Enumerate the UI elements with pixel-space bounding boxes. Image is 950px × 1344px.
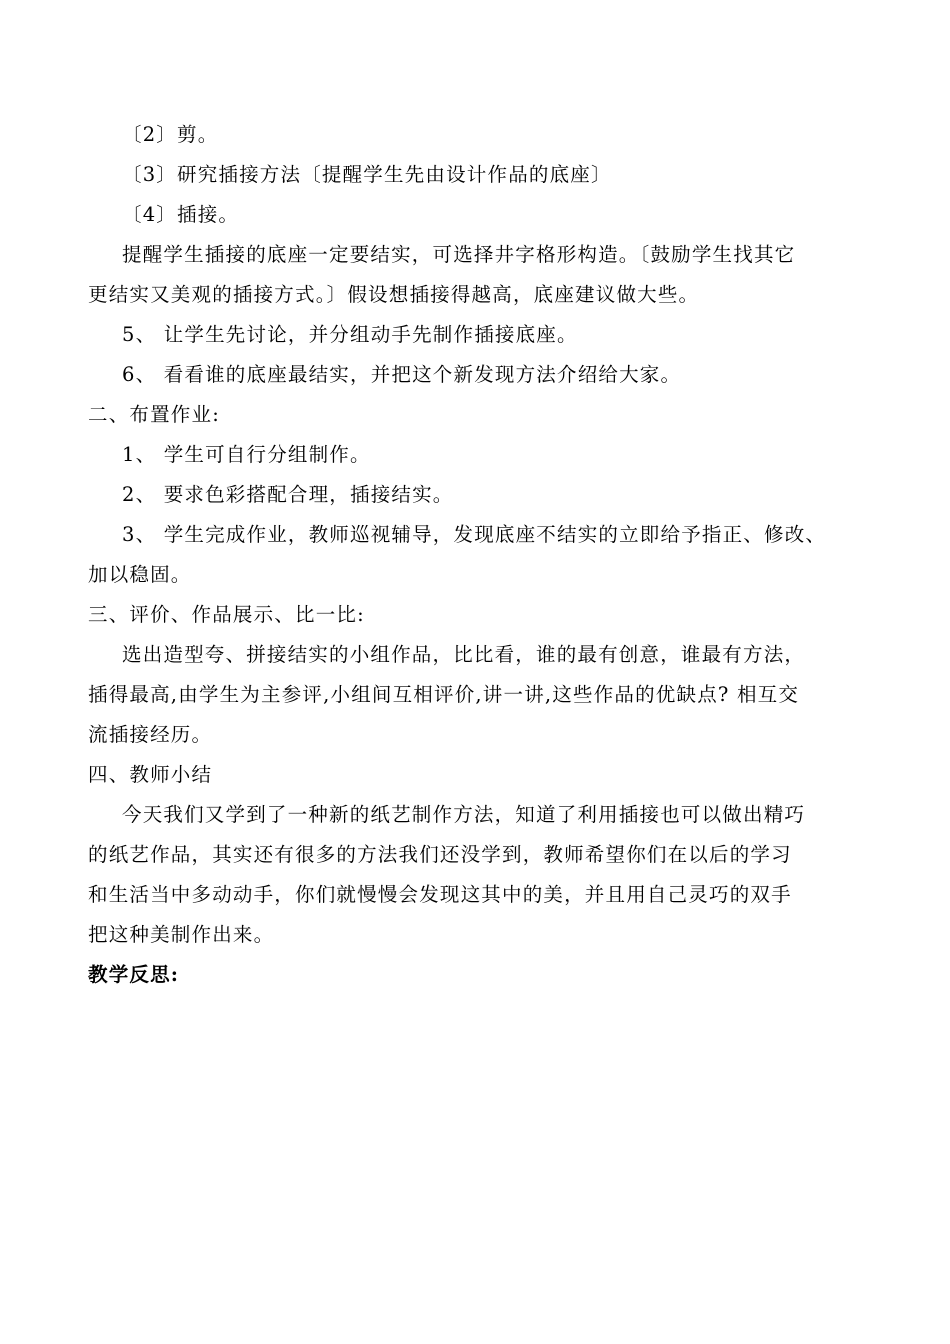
step-insert: 〔4〕插接。 [122,203,240,226]
summary-paragraph-line-4: 把这种美制作出来。 [88,923,275,946]
teaching-reflection-heading: 教学反思: [88,963,180,986]
evaluation-paragraph-line-1: 选出造型夸、拼接结实的小组作品，比比看，谁的最有创意，谁最有方法， [122,643,806,666]
summary-paragraph-line-2: 的纸艺作品，其实还有很多的方法我们还没学到，教师希望你们在以后的学习 [88,843,792,866]
homework-item-2: 2、 要求色彩搭配合理，插接结实。 [122,483,454,506]
section-heading-summary: 四、教师小结 [88,763,213,786]
list-item-5: 5、 让学生先讨论，并分组动手先制作插接底座。 [122,323,578,346]
summary-paragraph-line-1: 今天我们又学到了一种新的纸艺制作方法，知道了利用插接也可以做出精巧 [122,803,806,826]
evaluation-paragraph-line-3: 流插接经历。 [88,723,213,746]
homework-item-1: 1、 学生可自行分组制作。 [122,443,371,466]
summary-paragraph-line-3: 和生活当中多动动手，你们就慢慢会发现这其中的美，并且用自己灵巧的双手 [88,883,792,906]
homework-item-3-line-2: 加以稳固。 [88,563,192,586]
list-item-6: 6、 看看谁的底座最结实，并把这个新发现方法介绍给大家。 [122,363,682,386]
paragraph-reminder-line-1: 提醒学生插接的底座一定要结实，可选择井字格形构造。〔鼓励学生找其它 [122,243,796,266]
evaluation-paragraph-line-2: 插得最高,由学生为主参评,小组间互相评价,讲一讲,这些作品的优缺点? 相互交 [88,683,800,706]
paragraph-reminder-line-2: 更结实又美观的插接方式。〕假设想插接得越高，底座建议做大些。 [88,283,700,306]
step-cut: 〔2〕剪。 [122,123,219,146]
section-heading-evaluation: 三、评价、作品展示、比一比: [88,603,365,626]
step-research-method: 〔3〕研究插接方法〔提醒学生先由设计作品的底座〕 [122,163,612,186]
homework-item-3-line-1: 3、 学生完成作业，教师巡视辅导，发现底座不结实的立即给予指正、修改、 [122,523,827,546]
section-heading-homework: 二、布置作业: [88,403,220,426]
